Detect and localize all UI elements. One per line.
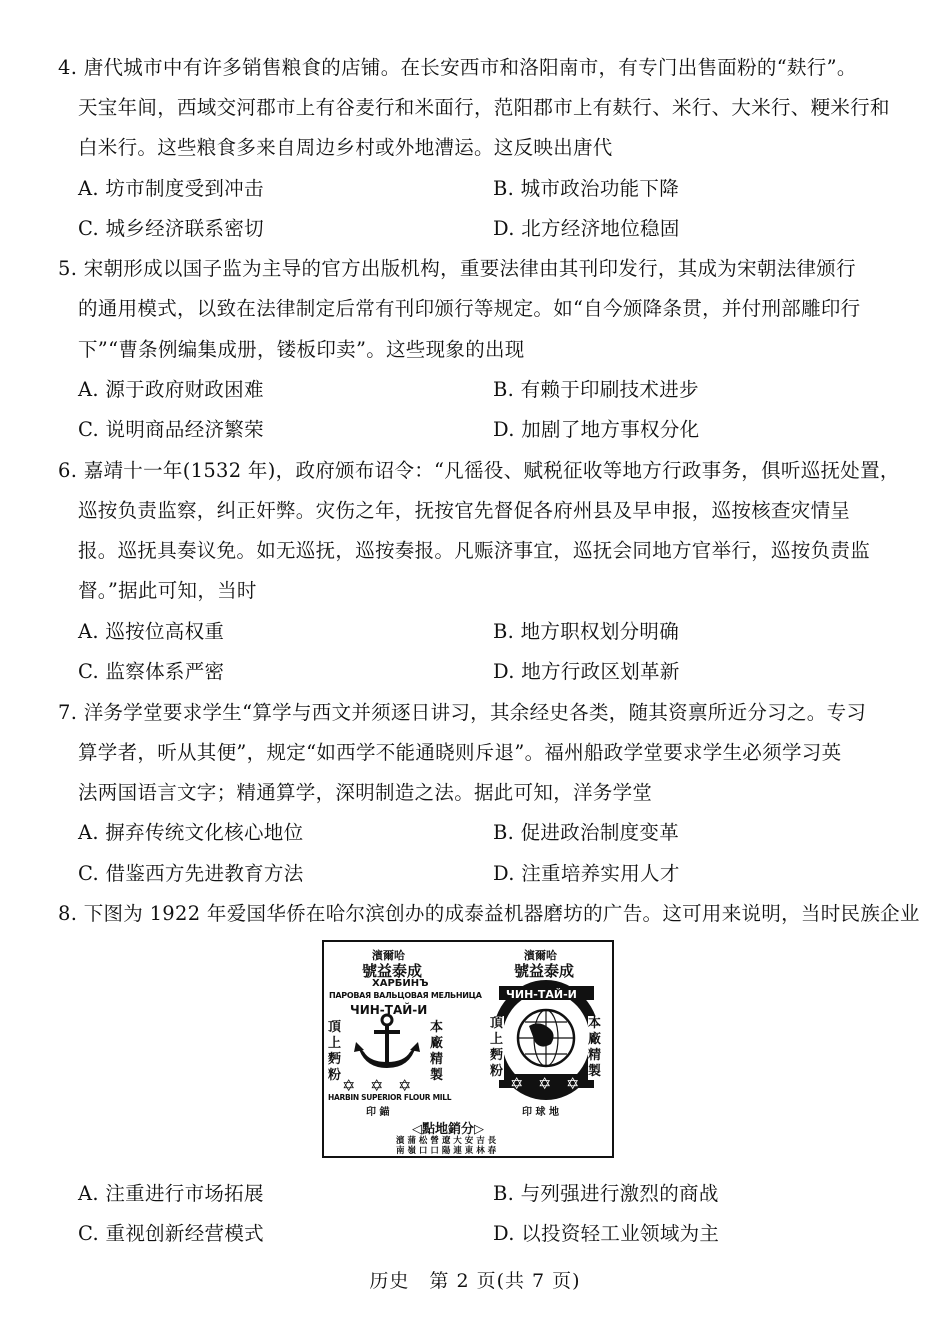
ad-left-col-right: 本廠精製 [430, 1020, 444, 1083]
q4-line-2: 天宝年间，西域交河郡市上有谷麦行和米面行，范阳郡市上有麸行、米行、大米行、粳米行和 [78, 96, 890, 119]
ad-bottom-row-1: 濱 蒲 松 營 遼 大 安 吉 長 [396, 1136, 497, 1146]
q6-line-3: 报。巡抚具奏议免。如无巡抚，巡按奏报。凡赈济事宜，巡抚会同地方官举行，巡按负责监 [78, 539, 871, 562]
q8-option-d[interactable]: D. 以投资轻工业领域为主 [493, 1222, 720, 1245]
anchor-icon [352, 1012, 422, 1074]
q6-option-c[interactable]: C. 监察体系严密 [78, 660, 225, 683]
q7-line-3: 法两国语言文字；精通算学，深明制造之法。据此可知，洋务学堂 [78, 781, 653, 804]
ad-bottom-title: ◁點地銷分▷ [412, 1122, 484, 1137]
ad-right-brand: 號益泰成 [514, 962, 575, 980]
q5-line-1: 5. 宋朝形成以国子监为主导的官方出版机构，重要法律由其刊印发行，其成为宋朝法律颁行 [58, 257, 856, 280]
ad-right-mark: 印 球 地 [522, 1107, 559, 1118]
star-icon: ✡ [538, 1074, 552, 1093]
q5-line-3: 下”“曹条例编集成册，镂板印卖”。这些现象的出现 [78, 338, 525, 361]
q7-option-c[interactable]: C. 借鉴西方先进教育方法 [78, 862, 304, 885]
q4-option-d[interactable]: D. 北方经济地位稳固 [493, 217, 680, 240]
ad-left-russian-2: ПАРОВАЯ ВАЛЬЦОВАЯ МЕЛЬНИЦА [329, 991, 482, 1000]
ad-left-brand: 號益泰成 [362, 962, 423, 980]
ad-left-mark: 印 錨 [366, 1107, 390, 1118]
ad-bottom-row-2: 南 嶺 口 口 陽 連 東 林 春 [396, 1146, 497, 1156]
advertisement-figure [322, 940, 614, 1158]
q7-option-a[interactable]: A. 摒弃传统文化核心地位 [78, 821, 304, 844]
q5-option-d[interactable]: D. 加剧了地方事权分化 [493, 418, 700, 441]
ad-right-russian: ЧИН-ТАЙ-И [506, 988, 577, 1001]
page-footer: 历史 第 2 页(共 7 页) [369, 1270, 581, 1292]
q6-option-b[interactable]: B. 地方职权划分明确 [493, 620, 680, 643]
q5-option-a[interactable]: A. 源于政府财政困难 [78, 378, 264, 401]
q6-line-4: 督。”据此可知，当时 [78, 579, 257, 602]
q8-option-c[interactable]: C. 重视创新经营模式 [78, 1222, 264, 1245]
q4-line-3: 白米行。这些粮食多来自周边乡村或外地漕运。这反映出唐代 [78, 136, 613, 159]
q7-option-b[interactable]: B. 促进政治制度变革 [493, 821, 680, 844]
ad-right-col-right: 本廠精製 [588, 1016, 602, 1079]
q5-option-c[interactable]: C. 说明商品经济繁荣 [78, 418, 264, 441]
q8-option-b[interactable]: B. 与列强进行激烈的商战 [493, 1182, 719, 1205]
ad-right-col-left: 頂上麪粉 [490, 1016, 504, 1079]
q5-option-b[interactable]: B. 有赖于印刷技术进步 [493, 378, 699, 401]
ad-right-top: 濱爾哈 [524, 949, 557, 962]
q6-line-2: 巡按负责监察，纠正奸弊。灾伤之年，抚按官先督促各府州县及早申报，巡按核查灾情呈 [78, 499, 851, 522]
ad-left-top: 濱爾哈 [372, 949, 405, 962]
ad-left-col-left: 頂上麪粉 [328, 1020, 342, 1083]
star-icon: ✡ [398, 1076, 412, 1095]
q7-option-d[interactable]: D. 注重培养实用人才 [493, 862, 680, 885]
q6-option-a[interactable]: A. 巡按位高权重 [78, 620, 225, 643]
q6-line-1: 6. 嘉靖十一年(1532 年)，政府颁布诏令：“凡徭役、赋税征收等地方行政事务，俱听巡抚处置， [58, 459, 900, 482]
q6-option-d[interactable]: D. 地方行政区划革新 [493, 660, 680, 683]
q7-line-1: 7. 洋务学堂要求学生“算学与西文并须逐日讲习，其余经史各类，随其资禀所近分习之。专习 [58, 701, 867, 724]
ad-left-russian-1: ХАРБИНЪ [372, 978, 429, 989]
ad-left-english: HARBIN SUPERIOR FLOUR MILL [328, 1093, 452, 1102]
star-icon: ✡ [510, 1074, 524, 1093]
star-icon: ✡ [342, 1076, 356, 1095]
q7-line-2: 算学者，听从其便”，规定“如西学不能通晓则斥退”。福州船政学堂要求学生必须学习英 [78, 741, 842, 764]
q4-line-1: 4. 唐代城市中有许多销售粮食的店铺。在长安西市和洛阳南市，有专门出售面粉的“麸行”。 [58, 56, 857, 79]
q8-line-1: 8. 下图为 1922 年爱国华侨在哈尔滨创办的成泰益机器磨坊的广告。这可用来说明，当时民族企业 [58, 902, 920, 925]
star-icon: ✡ [566, 1074, 580, 1093]
q4-option-b[interactable]: B. 城市政治功能下降 [493, 177, 680, 200]
q4-option-c[interactable]: C. 城乡经济联系密切 [78, 217, 264, 240]
q4-option-a[interactable]: A. 坊市制度受到冲击 [78, 177, 264, 200]
ad-left-russian-3: ЧИН-ТАЙ-И [350, 1003, 428, 1017]
q5-line-2: 的通用模式，以致在法律制定后常有刊印颁行等规定。如“自今颁降条贯，并付刑部雕印行 [78, 297, 861, 320]
star-icon: ✡ [370, 1076, 384, 1095]
q8-option-a[interactable]: A. 注重进行市场拓展 [78, 1182, 264, 1205]
